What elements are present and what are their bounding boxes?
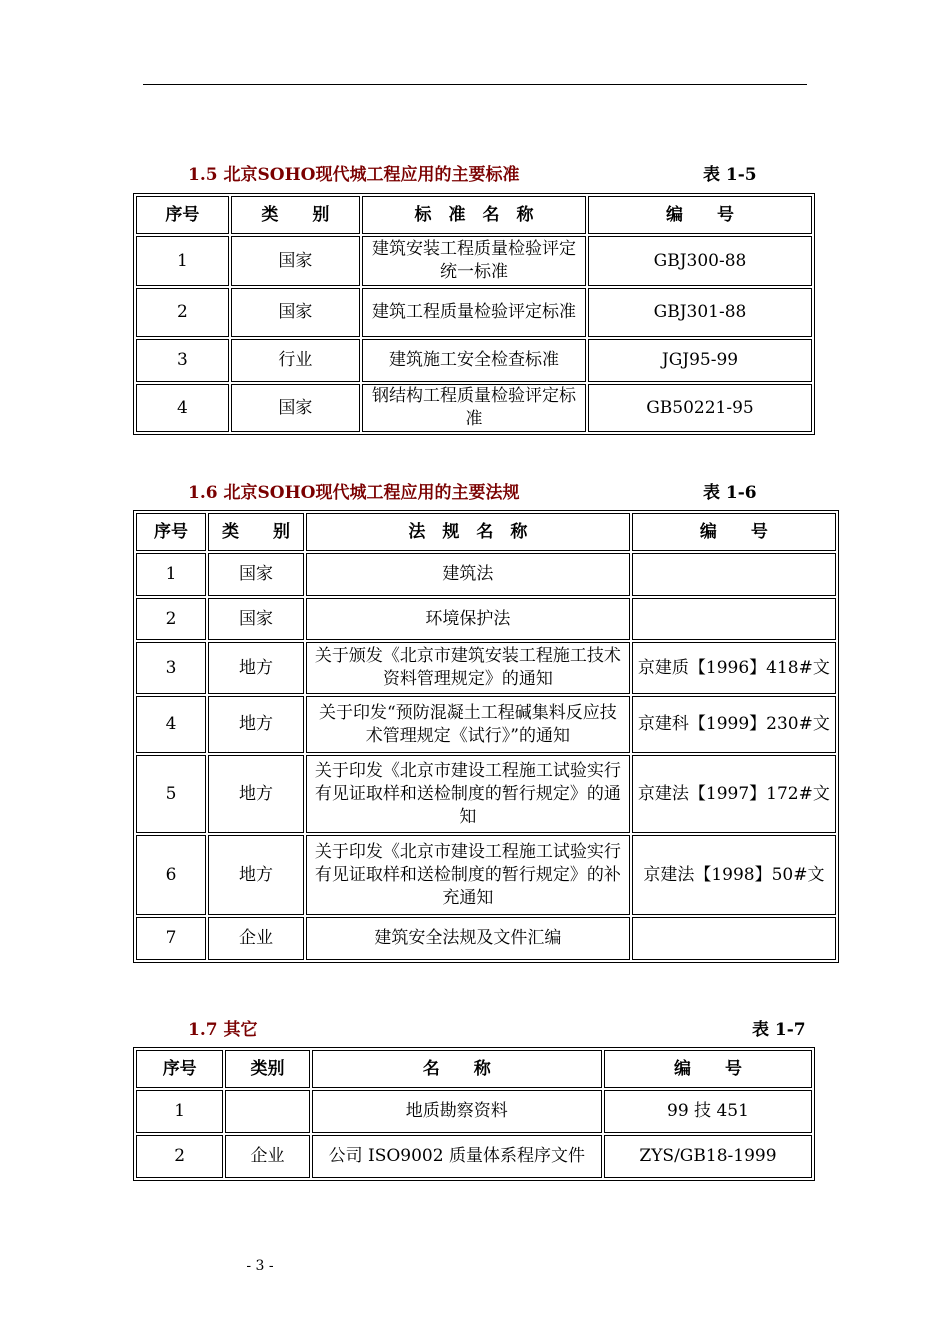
table-row [136, 553, 836, 596]
header-cell: 法 规 名 称 [306, 513, 630, 551]
cell-category: 行业 [231, 339, 360, 382]
cell-code: 京建法【1998】50#文 [632, 835, 836, 915]
cell-category: 企业 [208, 917, 304, 960]
cell-category: 地方 [208, 696, 304, 753]
cell-category: 地方 [208, 755, 304, 833]
cell-category: 地方 [208, 642, 304, 694]
header-cell: 类别 [225, 1050, 309, 1088]
cell-code: 京建质【1996】418#文 [632, 642, 836, 694]
cell-name: 关于颁发《北京市建筑安装工程施工技术资料管理规定》的通知 [306, 642, 630, 694]
standards-table [133, 193, 815, 435]
cell-name: 建筑安装工程质量检验评定统一标准 [362, 236, 586, 286]
header-cell: 编 号 [632, 513, 836, 551]
cell-seq: 2 [136, 1135, 223, 1178]
table-row [136, 288, 812, 337]
table-header-row [136, 196, 812, 234]
header-cell: 标 准 名 称 [362, 196, 586, 234]
header-rule [143, 84, 807, 85]
cell-code: ZYS/GB18-1999 [604, 1135, 812, 1178]
cell-seq: 1 [136, 1090, 223, 1133]
cell-code: 99 技 451 [604, 1090, 812, 1133]
cell-seq: 2 [136, 598, 206, 640]
cell-category: 国家 [231, 236, 360, 286]
header-cell: 序号 [136, 513, 206, 551]
table-header-row [136, 513, 836, 551]
table-row [136, 1090, 812, 1133]
cell-name: 关于印发《北京市建设工程施工试验实行有见证取样和送检制度的暂行规定》的补充通知 [306, 835, 630, 915]
header-cell: 类 别 [231, 196, 360, 234]
table-row [136, 696, 836, 753]
cell-seq: 1 [136, 553, 206, 596]
cell-code: 京建法【1997】172#文 [632, 755, 836, 833]
cell-code [632, 917, 836, 960]
cell-category: 地方 [208, 835, 304, 915]
header-cell: 序号 [136, 196, 229, 234]
cell-name: 建筑安全法规及文件汇编 [306, 917, 630, 960]
cell-code: GBJ300-88 [588, 236, 812, 286]
cell-code: 京建科【1999】230#文 [632, 696, 836, 753]
table-number: 表 1-7 [752, 1020, 806, 1040]
header-cell: 类 别 [208, 513, 304, 551]
cell-name: 地质勘察资料 [312, 1090, 602, 1133]
cell-name: 关于印发“预防混凝土工程碱集料反应技术管理规定《试行》”的通知 [306, 696, 630, 753]
table-number: 表 1-6 [703, 483, 757, 503]
header-cell: 名 称 [312, 1050, 602, 1088]
cell-category: 企业 [225, 1135, 309, 1178]
cell-category: 国家 [208, 598, 304, 640]
cell-seq: 5 [136, 755, 206, 833]
header-cell: 序号 [136, 1050, 223, 1088]
cell-seq: 6 [136, 835, 206, 915]
section-heading: 1.6 北京SOHO现代城工程应用的主要法规 [188, 483, 520, 503]
cell-name: 公司 ISO9002 质量体系程序文件 [312, 1135, 602, 1178]
cell-seq: 7 [136, 917, 206, 960]
table-number: 表 1-5 [703, 165, 757, 185]
table-row [136, 642, 836, 694]
cell-name: 关于印发《北京市建设工程施工试验实行有见证取样和送检制度的暂行规定》的通知 [306, 755, 630, 833]
table-row [136, 835, 836, 915]
cell-code: JGJ95-99 [588, 339, 812, 382]
cell-seq: 4 [136, 384, 229, 432]
cell-code [632, 553, 836, 596]
cell-category: 国家 [208, 553, 304, 596]
section-heading: 1.5 北京SOHO现代城工程应用的主要标准 [188, 165, 520, 185]
header-cell: 编 号 [588, 196, 812, 234]
section-heading: 1.7 其它 [188, 1020, 258, 1040]
table-row [136, 384, 812, 432]
cell-seq: 3 [136, 339, 229, 382]
cell-code [632, 598, 836, 640]
header-cell: 编 号 [604, 1050, 812, 1088]
cell-code: GB50221-95 [588, 384, 812, 432]
cell-seq: 4 [136, 696, 206, 753]
table-row [136, 598, 836, 640]
cell-name: 建筑施工安全检查标准 [362, 339, 586, 382]
cell-seq: 2 [136, 288, 229, 337]
cell-seq: 3 [136, 642, 206, 694]
cell-category: 国家 [231, 384, 360, 432]
cell-code: GBJ301-88 [588, 288, 812, 337]
table-row [136, 236, 812, 286]
table-row [136, 339, 812, 382]
cell-category: 国家 [231, 288, 360, 337]
other-table [133, 1047, 815, 1181]
regulations-table [133, 510, 839, 963]
page-number: - 3 - [246, 1258, 274, 1274]
cell-name: 建筑工程质量检验评定标准 [362, 288, 586, 337]
cell-category [225, 1090, 309, 1133]
cell-name: 建筑法 [306, 553, 630, 596]
cell-name: 环境保护法 [306, 598, 630, 640]
cell-seq: 1 [136, 236, 229, 286]
table-header-row [136, 1050, 812, 1088]
table-row [136, 755, 836, 833]
table-row [136, 917, 836, 960]
cell-name: 钢结构工程质量检验评定标准 [362, 384, 586, 432]
table-row [136, 1135, 812, 1178]
